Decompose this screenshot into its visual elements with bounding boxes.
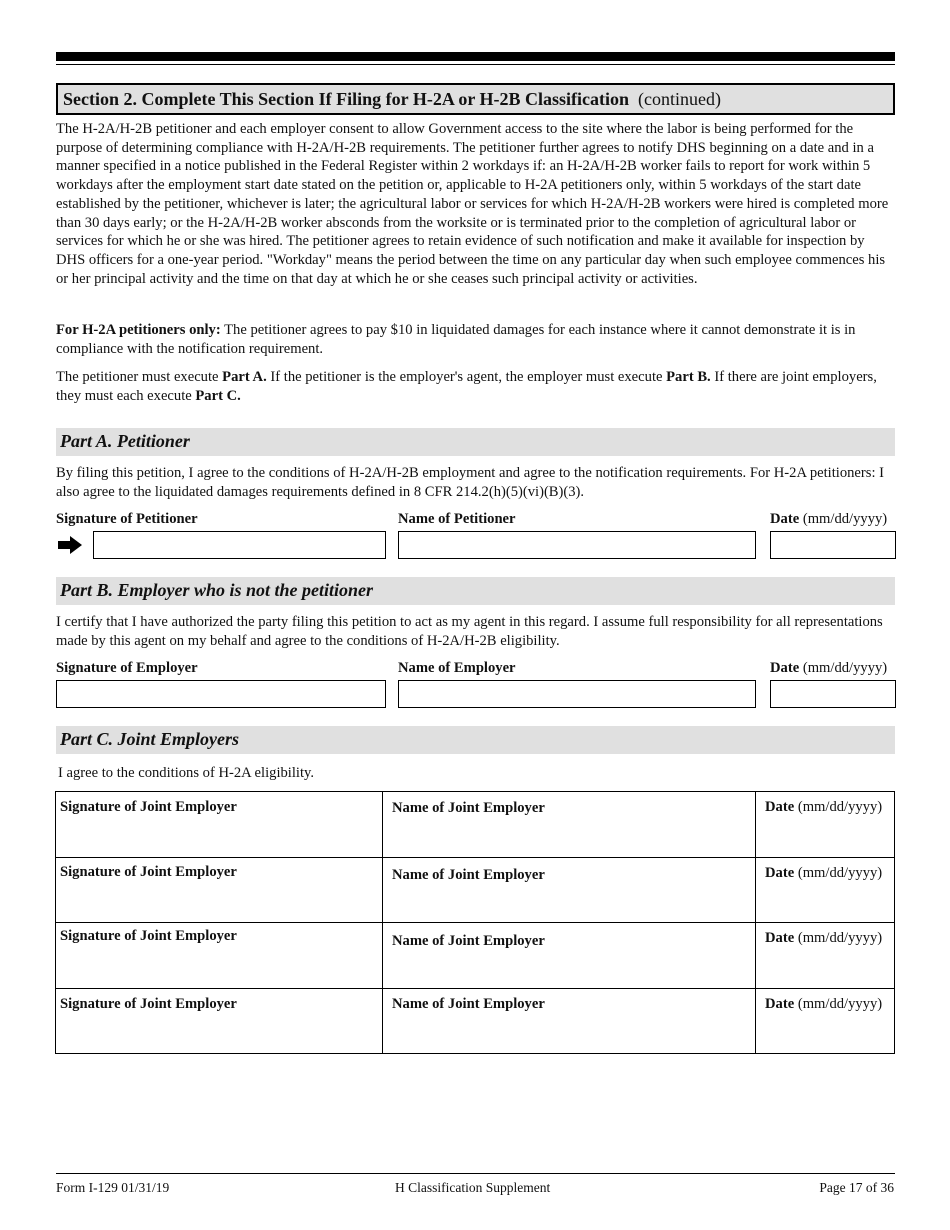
- employer-signature-label: Signature of Employer: [56, 660, 198, 676]
- joint-date-cell[interactable]: Date (mm/dd/yyyy): [756, 989, 895, 1054]
- joint-name-cell[interactable]: Name of Joint Employer: [383, 792, 756, 858]
- exec-part-c: Part C.: [195, 387, 241, 404]
- part-a-text: By filing this petition, I agree to the conditions of H-2A/H-2B employment and agree to the notification requirements. For H-2A petitioners: I also agree to the liquidated damages requirements defined in 8 CFR 214.2(h)(5)(vi)(B)(3).: [56, 465, 885, 500]
- joint-employer-row: [56, 792, 895, 858]
- right-arrow-icon: [56, 535, 84, 555]
- section-title: Section 2. Complete This Section If Filing for H-2A or H-2B Classification: [63, 89, 629, 109]
- joint-date-cell[interactable]: Date (mm/dd/yyyy): [756, 923, 895, 989]
- execute-paragraph: [56, 368, 896, 405]
- footer-form-id: Form I-129 01/31/19: [56, 1180, 170, 1195]
- part-b-title: Part B. Employer who is not the petitioner: [60, 580, 374, 600]
- exec-part-b: Part B.: [666, 369, 711, 385]
- part-c-text: I agree to the conditions of H-2A eligibility.: [58, 765, 315, 781]
- joint-signature-cell[interactable]: Signature of Joint Employer: [56, 989, 383, 1054]
- h2a-lead: For H-2A petitioners only:: [56, 322, 221, 338]
- exec-text-2: If the petitioner is the employer's agent, the employer must execute: [266, 369, 667, 385]
- joint-name-cell[interactable]: Name of Joint Employer: [383, 989, 756, 1054]
- footer-rule: [56, 1173, 895, 1174]
- joint-signature-cell[interactable]: Signature of Joint Employer: [56, 792, 383, 858]
- employer-signature-field[interactable]: [56, 680, 386, 708]
- footer-title: H Classification Supplement: [395, 1180, 551, 1195]
- h2a-text: The petitioner agrees to pay $10 in liquidated damages for each instance where it cannot demonstrate it is in compliance with the notification requirement.: [56, 322, 856, 357]
- h2a-paragraph: [56, 321, 896, 358]
- part-b-text: I certify that I have authorized the party filing this petition to act as my agent in this regard. I assume full responsibility for all representations made by this agent on my behalf and agree to the conditions of H-2A/H-2B eligibility.: [56, 614, 883, 649]
- part-b-header: [56, 577, 895, 605]
- employer-name-field[interactable]: [398, 680, 756, 708]
- section-header: [56, 83, 895, 115]
- employer-name-label: Name of Employer: [398, 660, 516, 676]
- top-rule-thin: [56, 64, 895, 65]
- petitioner-signature-field[interactable]: [93, 531, 386, 559]
- joint-name-cell[interactable]: Name of Joint Employer: [383, 923, 756, 989]
- joint-date-cell[interactable]: Date (mm/dd/yyyy): [756, 858, 895, 923]
- joint-signature-cell[interactable]: Signature of Joint Employer: [56, 923, 383, 989]
- joint-employer-row: [56, 858, 895, 923]
- top-rule-thick: [56, 52, 895, 61]
- exec-text-3: If there are joint employers, they must each execute: [56, 369, 877, 404]
- section-suffix: (continued): [638, 89, 721, 109]
- petitioner-signature-label: Signature of Petitioner: [56, 511, 198, 527]
- exec-text-1: The petitioner must execute: [56, 369, 223, 385]
- joint-name-cell[interactable]: Name of Joint Employer: [383, 858, 756, 923]
- joint-employer-row: [56, 989, 895, 1054]
- consent-paragraph: The H-2A/H-2B petitioner and each employer consent to allow Government access to the site where the labor is being performed for the purpose of determining compliance with H-2A/H-2B requirements. The petitioner further agrees to notify DHS beginning on a date and in a manner specified in a notice published in the Federal Register within 2 workdays if: an H-2A/H-2B worker fails to report for work within 5 workdays after the employment start date stated on the petition or, applicable to H-2A petitioners only, within 5 workdays of the start date established by the petitioner, whichever is later; the agricultural labor or services for which H-2A/H-2B workers were hired is completed more than 30 days early; or the H-2A/H-2B worker absconds from the worksite or is terminated prior to the completion of agricultural labor or services for which he or she was hired. The petitioner agrees to retain evidence of such notification and make it available for inspection by DHS officers for a one-year period. "Workday" means the period between the time on any particular day when such employee commences his or her principal activity and the time on that day at which he or she ceases such principal activity or activities.: [56, 121, 889, 287]
- joint-employers-table: [55, 791, 895, 1054]
- part-c-title: Part C. Joint Employers: [60, 729, 240, 749]
- petitioner-date-field[interactable]: [770, 531, 896, 559]
- part-a-title: Part A. Petitioner: [60, 431, 190, 451]
- part-a-header: [56, 428, 895, 456]
- petitioner-date-label: Date (mm/dd/yyyy): [770, 511, 888, 527]
- part-c-header: [56, 726, 895, 754]
- employer-date-label: Date (mm/dd/yyyy): [770, 660, 888, 676]
- petitioner-name-label: Name of Petitioner: [398, 511, 516, 527]
- employer-date-field[interactable]: [770, 680, 896, 708]
- joint-employer-row: [56, 923, 895, 989]
- petitioner-name-field[interactable]: [398, 531, 756, 559]
- joint-date-cell[interactable]: Date (mm/dd/yyyy): [756, 792, 895, 858]
- footer-page-number: Page 17 of 36: [819, 1180, 894, 1195]
- joint-signature-cell[interactable]: Signature of Joint Employer: [56, 858, 383, 923]
- exec-part-a: Part A.: [222, 369, 267, 385]
